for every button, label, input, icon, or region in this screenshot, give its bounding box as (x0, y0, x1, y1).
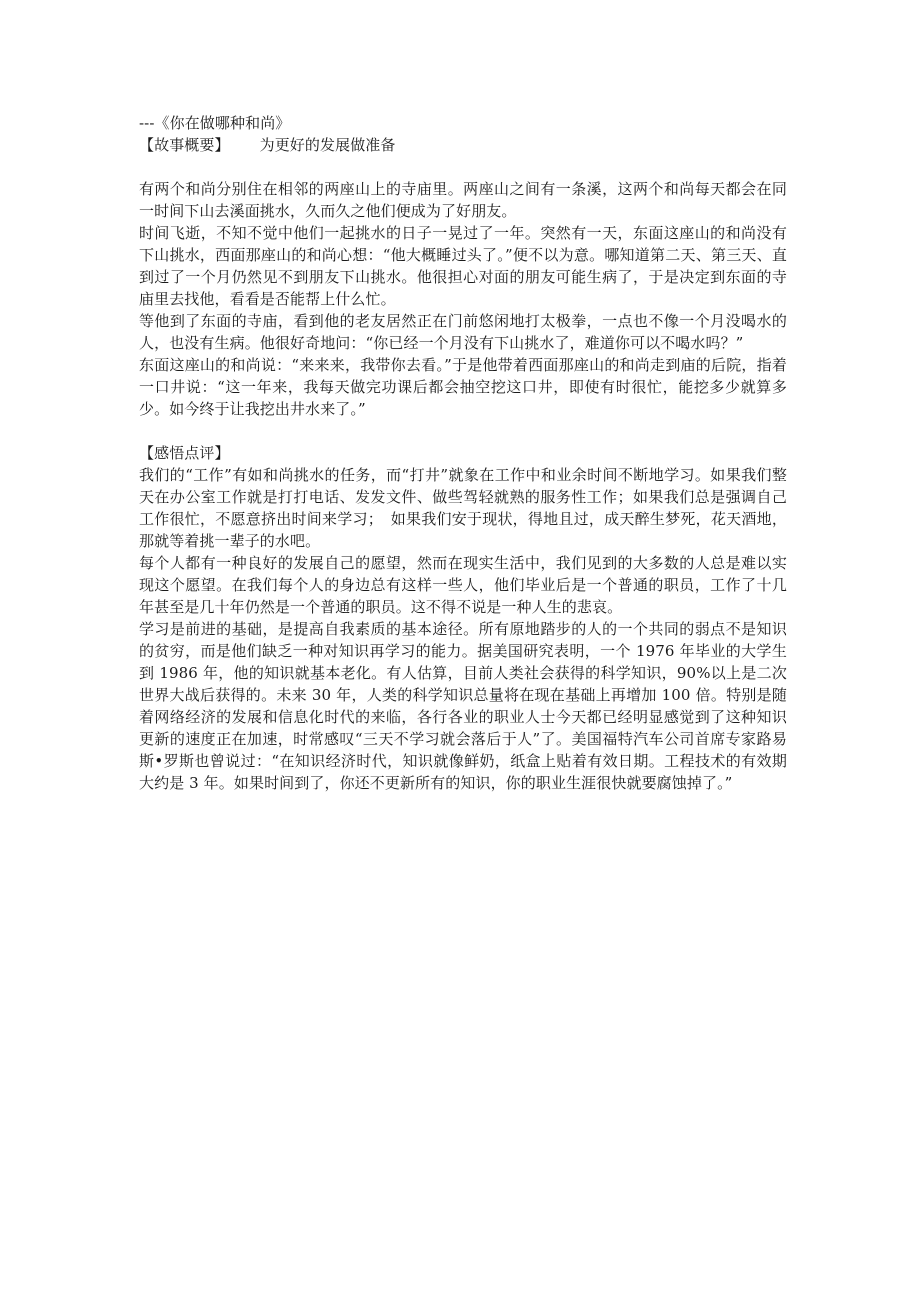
commentary-paragraph: 我们的“工作”有如和尚挑水的任务，而“打井”就象在工作中和业余时间不断地学习。如果我们整天在办公室工作就是打打电话、发发文件、做些驾轻就熟的服务性工作；如果我们总是强调自己工作很忙，不愿意挤出时间来学习； 如果我们安于现状，得地且过，成天醉生梦死，花天酒地，那就等着挑一辈子的水吧。 (139, 466, 787, 550)
story-paragraph: 有两个和尚分别住在相邻的两座山上的寺庙里。两座山之间有一条溪，这两个和尚每天都会在同一时间下山去溪面挑水，久而久之他们便成为了好朋友。 (139, 180, 787, 220)
spacer (139, 156, 787, 178)
summary-label: 【故事概要】 (139, 136, 230, 154)
story-paragraph: 时间飞逝，不知不觉中他们一起挑水的日子一晃过了一年。突然有一天，东面这座山的和尚没有下山挑水，西面那座山的和尚心想：“他大概睡过头了。”便不以为意。哪知道第二天、第三天、直到过了一个月仍然见不到朋友下山挑水。他很担心对面的朋友可能生病了，于是决定到东面的寺庙里去找他，看看是否能帮上什么忙。 (139, 224, 787, 308)
commentary-paragraph: 学习是前进的基础，是提高自我素质的基本途径。所有原地踏步的人的一个共同的弱点不是知识的贫穷，而是他们缺乏一种对知识再学习的能力。据美国研究表明，一个 1976 年毕业的大学生到 1986 年，他的知识就基本老化。有人估算，目前人类社会获得的科学知识，90%以上是二次世界大战后获得的。未来 30 年，人类的科学知识总量将在现在基础上再增加 100 倍。特别是随着网络经济的发展和信息化时代的来临，各行各业的职业人士今天都已经明显感觉到了这种知识更新的速度正在加速，时常感叹“三天不学习就会落后于人”了。美国福特汽车公司首席专家路易斯•罗斯也曾说过：“在知识经济时代，知识就像鲜奶，纸盒上贴着有效日期。工程技术的有效期大约是 3 年。如果时间到了，你还不更新所有的知识，你的职业生涯很快就要腐蚀掉了。” (139, 620, 787, 792)
story-paragraph: 东面这座山的和尚说：“来来来，我带你去看。”于是他带着西面那座山的和尚走到庙的后院，指着一口井说：“这一年来，我每天做完功课后都会抽空挖这口井，即使有时很忙，能挖多少就算多少。如今终于让我挖出井水来了。” (139, 356, 787, 418)
story-paragraph: 等他到了东面的寺庙，看到他的老友居然正在门前悠闲地打太极拳，一点也不像一个月没喝水的人，也没有生病。他很好奇地问：“你已经一个月没有下山挑水了，难道你可以不喝水吗？” (139, 312, 787, 352)
commentary-label: 【感悟点评】 (139, 444, 230, 462)
document-page (139, 112, 787, 794)
commentary-section (139, 442, 787, 794)
document-title: ---《你在做哪种和尚》 (139, 114, 291, 132)
story-section (139, 178, 787, 420)
summary-subtitle: 为更好的发展做准备 (259, 136, 396, 154)
commentary-paragraph: 每个人都有一种良好的发展自己的愿望，然而在现实生活中，我们见到的大多数的人总是难以实现这个愿望。在我们每个人的身边总有这样一些人，他们毕业后是一个普通的职员，工作了十几年甚至是几十年仍然是一个普通的职员。这不得不说是一种人生的悲哀。 (139, 554, 787, 616)
summary-heading (139, 134, 787, 156)
spacer (139, 420, 787, 442)
